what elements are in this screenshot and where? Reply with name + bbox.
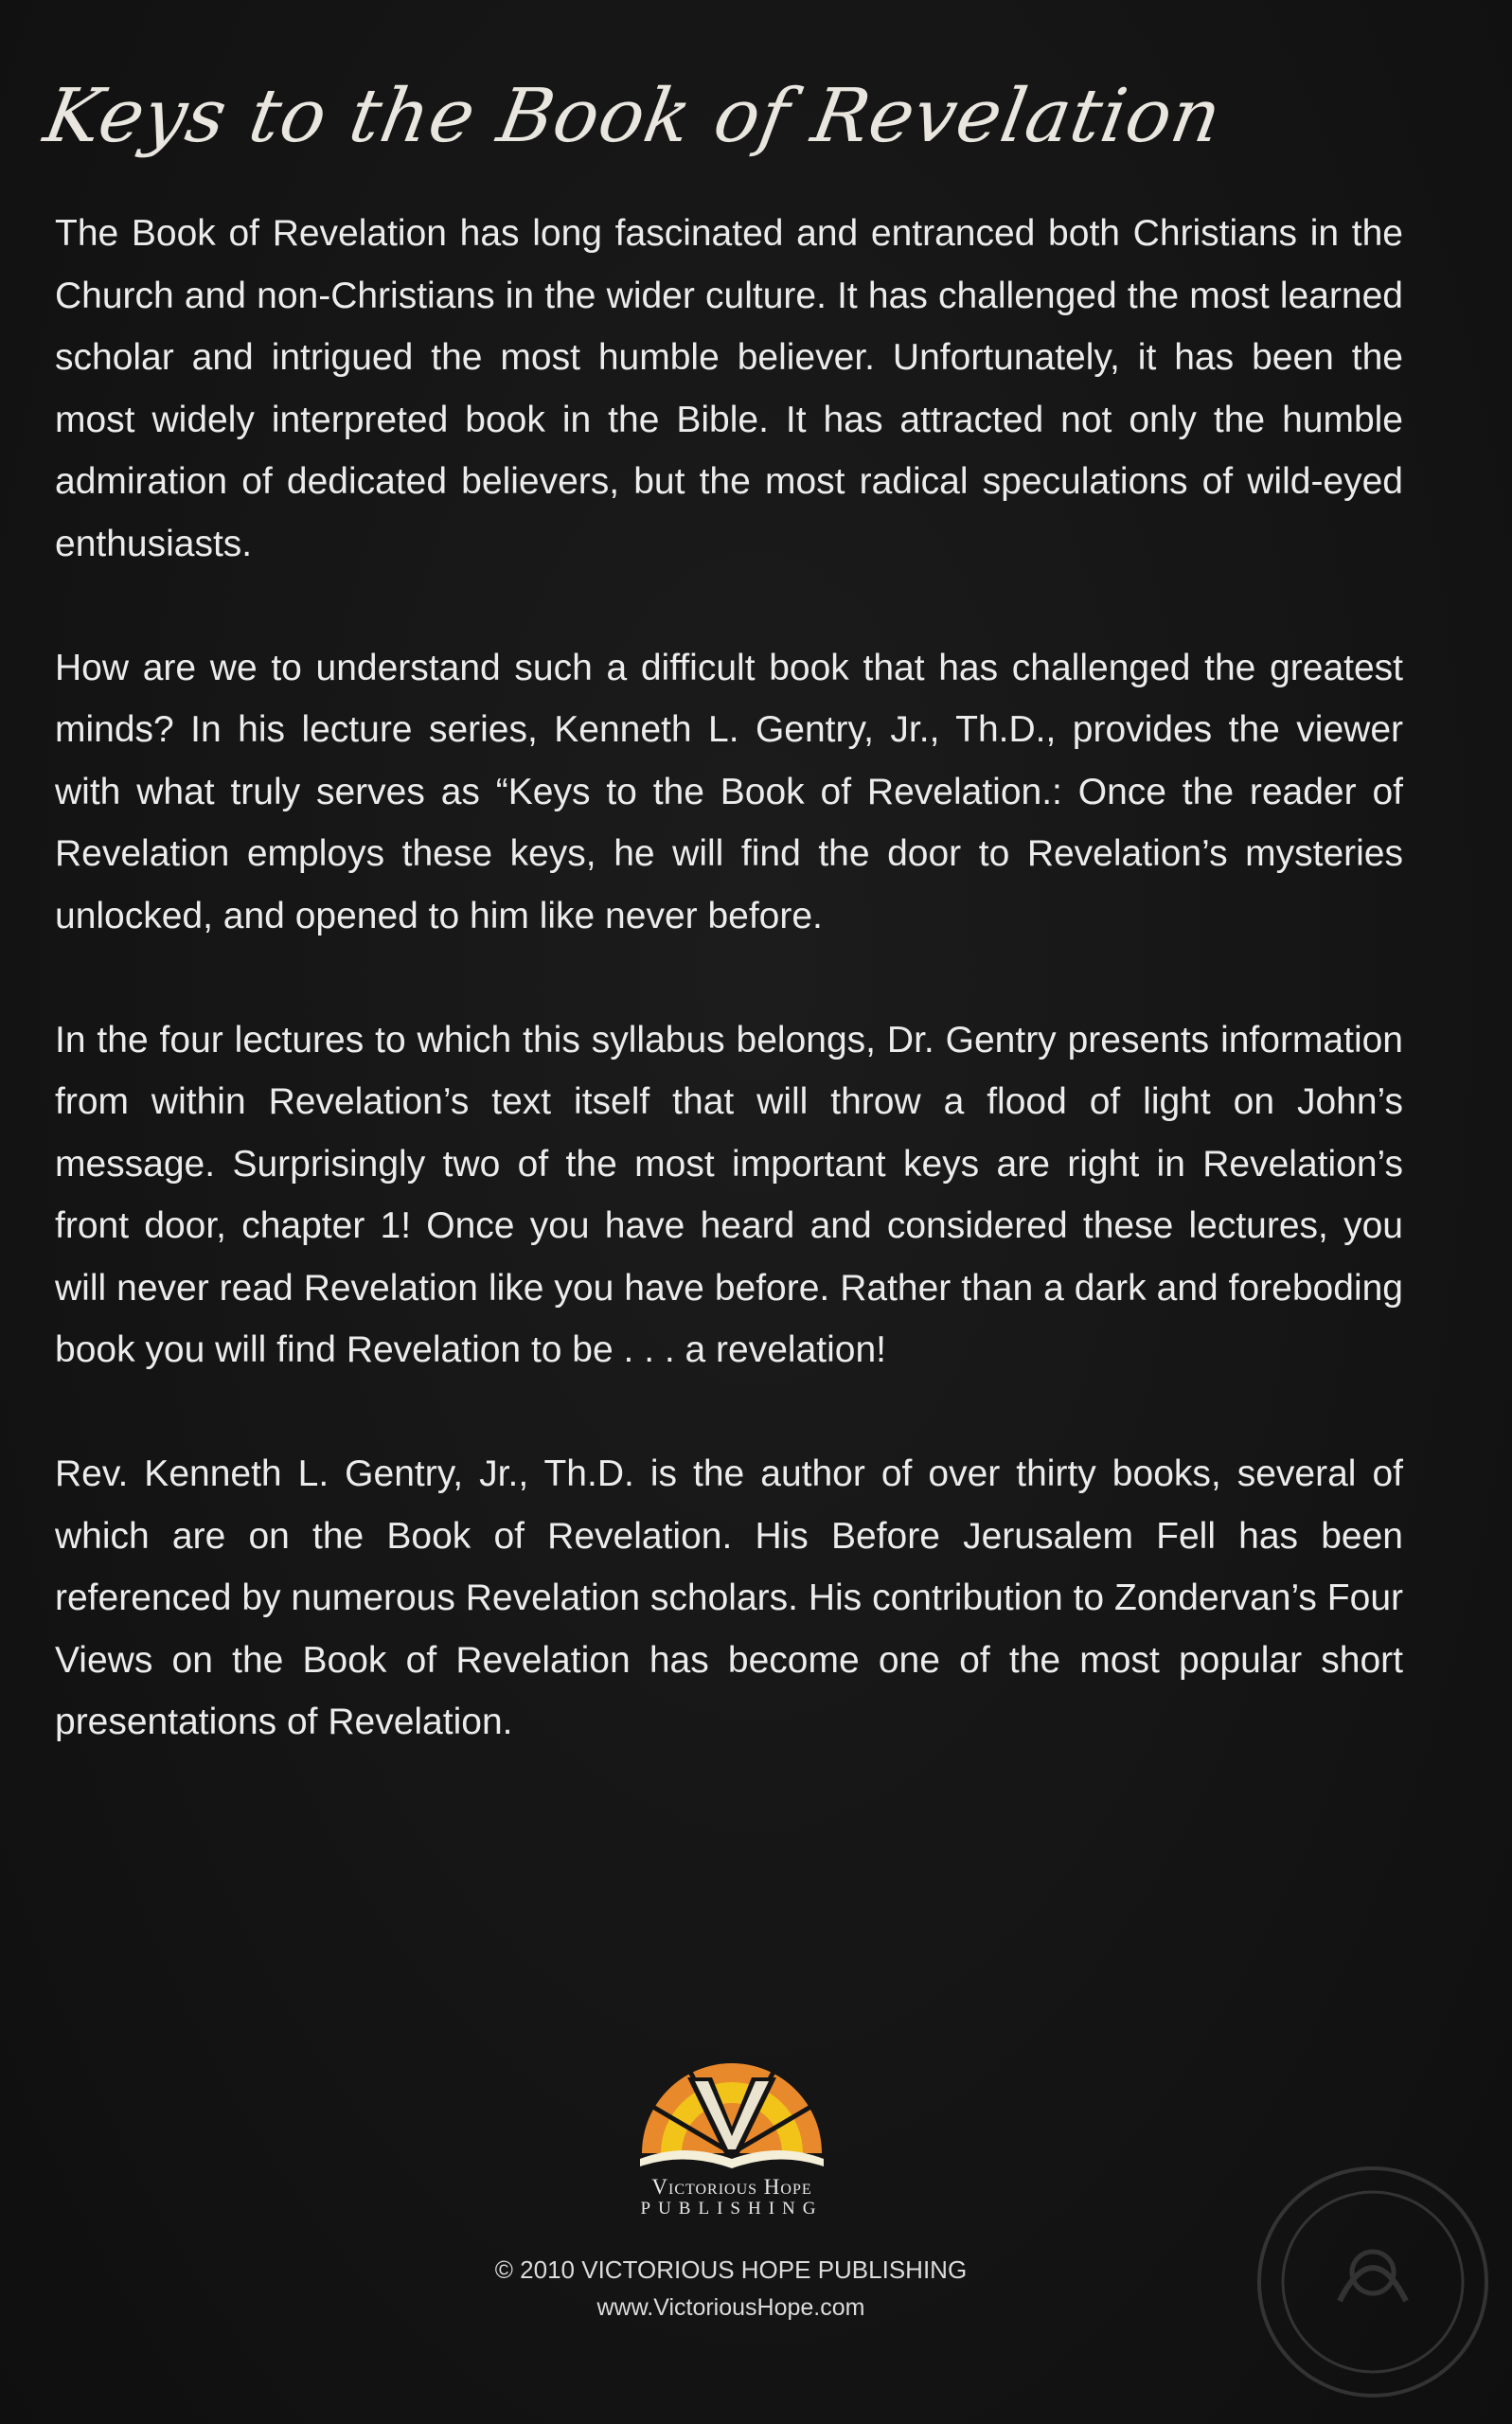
cover-title: Keys to the Book of Revelation — [38, 74, 1229, 159]
publisher-logo — [632, 2060, 831, 2172]
copyright-line: © 2010 VICTORIOUS HOPE PUBLISHING — [494, 2255, 968, 2284]
blurb-paragraph-2: How are we to understand such a difficult book that has challenged the greatest minds? In his lecture series, Kenneth L. Gentry, Jr., Th.D., provides the viewer with what truly serves as “Keys to the Book of Revelation.: Once the reader of Revelation employs these keys, he will find the door to Revelation’s mysteries unlocked, and opened to him like never before. — [55, 647, 1403, 936]
website-link[interactable]: www.VictoriousHope.com — [596, 2294, 865, 2321]
blurb-paragraph-3: In the four lectures to which this syllabus belongs, Dr. Gentry presents information from within Revelation’s text itself that will throw a flood of light on John’s message. Surprisingly two of the most important keys are right in Revelation’s front door, chapter 1! Once you have heard and considered these lectures, you will never read Revelation like you have before. Rather than a dark and foreboding book you will find Revelation to be . . . a revelation! — [55, 1019, 1403, 1370]
faint-stamp-watermark — [1250, 2159, 1496, 2405]
blurb-paragraph-4: Rev. Kenneth L. Gentry, Jr., Th.D. is the author of over thirty books, several of which are on the Book of Revelation. His Before Jerusalem Fell has been referenced by numerous Revelation scholars. His contribution to Zondervan’s Four Views on the Book of Revelation has become one of the most popular short presentations of Revelation. — [55, 1453, 1403, 1742]
publisher-subtitle: PUBLISHING — [640, 2199, 824, 2219]
blurb-text — [55, 203, 1403, 1815]
publisher-name: Victorious Hope — [651, 2175, 812, 2199]
blurb-paragraph-1: The Book of Revelation has long fascinated and entranced both Christians in the Church and non-Christians in the wider culture. It has challenged the most learned scholar and intrigued the most humble believer. Unfortunately, it has been the most widely interpreted book in the Bible. It has attracted not only the humble admiration of dedicated believers, but the most radical speculations of wild-eyed enthusiasts. — [55, 213, 1403, 564]
